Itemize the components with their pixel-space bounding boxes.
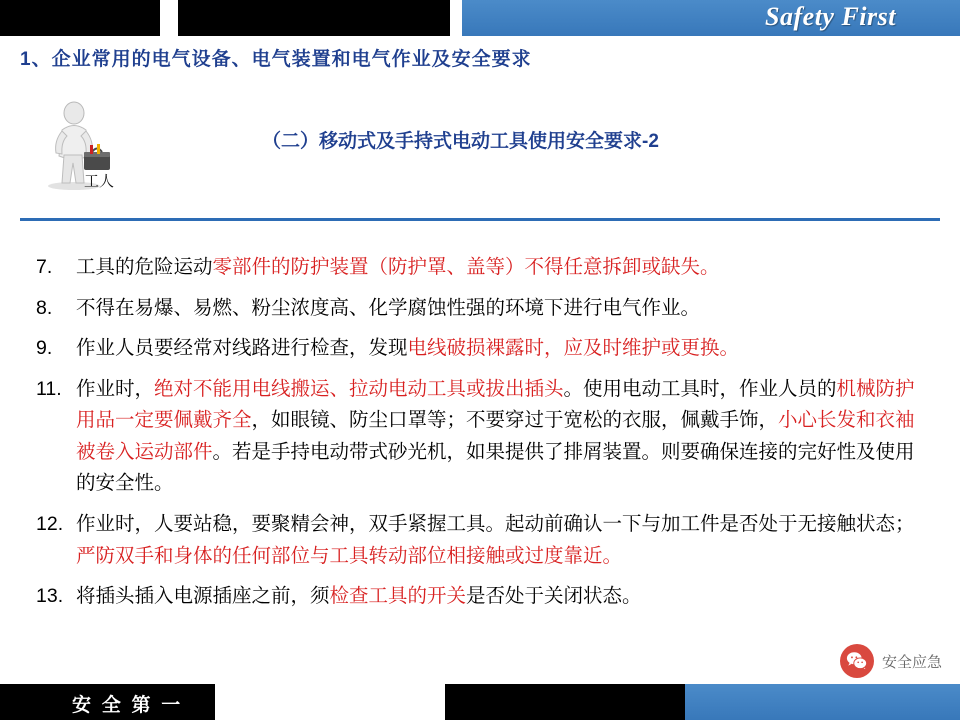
highlight-text: 机械防护用品一定要佩戴齐全 xyxy=(76,377,915,432)
list-item-text xyxy=(76,293,926,325)
banner-gap-left xyxy=(160,0,178,36)
list-item xyxy=(36,252,926,284)
list-item-text xyxy=(76,509,926,572)
list-item-number: 8. xyxy=(36,296,53,319)
footer-gap xyxy=(215,684,445,720)
banner-title: Safety First xyxy=(765,2,896,31)
body-text: 工具的危险运动 xyxy=(76,256,213,278)
body-text: 作业时，人要站稳，要聚精会神，双手紧握工具。起动前确认一下与加工件是否处于无接触状态； xyxy=(76,513,915,536)
slide-subtitle: （二）移动式及手持式电动工具使用安全要求-2 xyxy=(262,131,659,152)
list-item-number: 11. xyxy=(36,377,62,400)
section-heading: 1、企业常用的电气设备、电气装置和电气作业及安全要求 xyxy=(20,49,532,70)
list-item xyxy=(36,581,926,613)
list-item-number: 13. xyxy=(36,585,64,608)
banner-block-black-left xyxy=(0,0,160,36)
highlight-text: 绝对不能用电线搬运、拉动电动工具或拔出插头 xyxy=(154,377,564,400)
list-item-number: 9. xyxy=(36,337,53,360)
divider xyxy=(20,218,940,221)
wechat-logo-icon xyxy=(840,644,874,678)
list-item-number: 12. xyxy=(36,513,64,536)
highlight-text: 严防双手和身体的任何部位与工具转动部位相接触或过度靠近。 xyxy=(76,544,623,567)
wechat-account-name: 安全应急 xyxy=(881,653,942,671)
highlight-text: 电线破损裸露时，应及时维护或更换。 xyxy=(407,337,740,360)
list-item xyxy=(36,374,926,500)
banner-block-black-middle xyxy=(178,0,450,36)
list-item-text xyxy=(76,374,926,500)
list-item-text xyxy=(76,581,926,613)
footer-title: 安 全 第 一 xyxy=(72,695,184,716)
footer-block-black-right xyxy=(445,684,685,720)
worker-label: 工人 xyxy=(84,173,115,190)
list-item xyxy=(36,509,926,572)
list-item xyxy=(36,293,926,325)
list-item-number: 7. xyxy=(36,256,53,278)
body-text: 将插头插入电源插座之前，须 xyxy=(76,585,330,608)
highlight-text: 小心长发和衣袖被卷入运动部件 xyxy=(76,409,915,463)
banner-gap-right xyxy=(450,0,462,36)
body-text: 作业人员要经常对线路进行检查，发现 xyxy=(76,337,408,360)
body-text: 作业时， xyxy=(76,377,155,400)
list-item xyxy=(36,333,926,365)
wechat-account-badge xyxy=(840,644,942,678)
list-item-text xyxy=(76,252,926,284)
content-list xyxy=(36,252,926,622)
list-item-text xyxy=(76,333,926,365)
highlight-text: 检查工具的开关 xyxy=(329,585,467,608)
top-banner xyxy=(0,0,960,36)
body-text: ，如眼镜、防尘口罩等；不要穿过于宽松的衣服，佩戴手饰， xyxy=(251,409,779,432)
highlight-text: 零部件的防护装置（防护罩、盖等）不得任意拆卸或缺失。 xyxy=(212,256,720,278)
body-text: 是否处于关闭状态。 xyxy=(466,585,642,608)
footer-block-blue xyxy=(685,684,960,720)
body-text: 。若是手持电动带式砂光机，如果提供了排屑装置。则要确保连接的完好性及使用的安全性。 xyxy=(76,440,915,495)
body-text: 不得在易爆、易燃、粉尘浓度高、化学腐蚀性强的环境下进行电气作业。 xyxy=(76,296,701,319)
bottom-banner xyxy=(0,684,960,720)
body-text: 。使用电动工具时，作业人员的 xyxy=(563,377,837,400)
